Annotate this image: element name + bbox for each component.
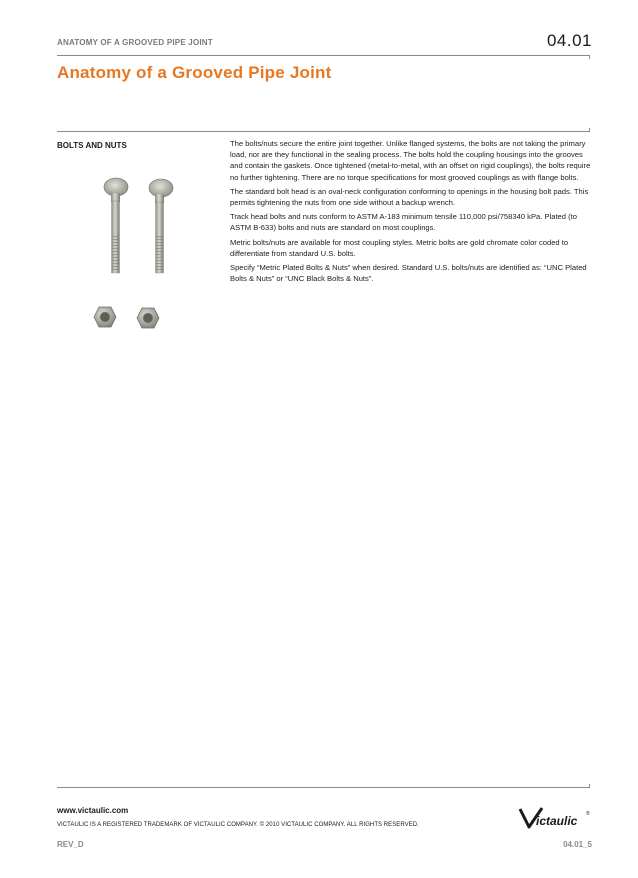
paragraph-purpose: The bolts/nuts secure the entire joint together. Unlike flanged systems, the bolts are not taking the primary load, nor are they functional in the sealing process. The bolts hold the coupling housings into the grooves and contain the gaskets. Once tightened (metal-to-metal, with an offset on rigid couplings), the bolts require no further tightening. There are no torque specifications for most grooved couplings as with flange bolts. (230, 139, 591, 182)
section-heading: BOLTS AND NUTS (57, 141, 127, 150)
bolts-and-nuts-photo (80, 175, 180, 333)
header-section-label: ANATOMY OF A GROOVED PIPE JOINT (57, 38, 213, 47)
bolt-left (104, 178, 128, 273)
footer-rule-tick (589, 784, 590, 788)
paragraph-specify: Specify “Metric Plated Bolts & Nuts” when desired. Standard U.S. bolts/nuts are identified as: “UNC Plated Bolts & Nuts” or “UNC Black Bolts & Nuts”. (230, 263, 587, 284)
victaulic-logo (518, 806, 592, 830)
logo-wordmark: ictaulic (536, 814, 578, 828)
header-doc-number: 04.01 (546, 31, 592, 50)
page-title: Anatomy of a Grooved Pipe Joint (57, 63, 332, 82)
paragraph-track-head: Track head bolts and nuts conform to ASTM A-183 minimum tensile 110,000 psi/758340 kPa. Plated (to ASTM B-633) bolts and nuts are standard on most couplings. (230, 212, 577, 233)
nut-left (94, 307, 116, 327)
header-rule-tick (589, 55, 590, 59)
section-body (230, 138, 592, 287)
footer-rule (57, 787, 590, 788)
footer-page-code: 04.01_5 (563, 840, 592, 849)
nut-right (137, 308, 159, 328)
logo-registered-mark: ® (586, 811, 590, 817)
footer-legal-text: VICTAULIC IS A REGISTERED TRADEMARK OF VICTAULIC COMPANY. © 2010 VICTAULIC COMPANY. ALL RIGHTS RESERVED. (57, 822, 419, 828)
footer-revision: REV_D (57, 840, 84, 849)
paragraph-bolt-head: The standard bolt head is an oval-neck configuration conforming to openings in the housing bolt pads. This permits tightening the nuts from one side without a backup wrench. (230, 186, 589, 208)
section-rule-tick (589, 128, 590, 132)
paragraph-metric: Metric bolts/nuts are available for most coupling styles. Metric bolts are gold chromate color coded to differentiate from standard U.S. bolts. (230, 237, 569, 258)
header-rule (57, 55, 590, 56)
footer-website-link[interactable]: www.victaulic.com (57, 806, 129, 815)
section-rule (57, 131, 590, 132)
bolt-right (149, 179, 173, 273)
